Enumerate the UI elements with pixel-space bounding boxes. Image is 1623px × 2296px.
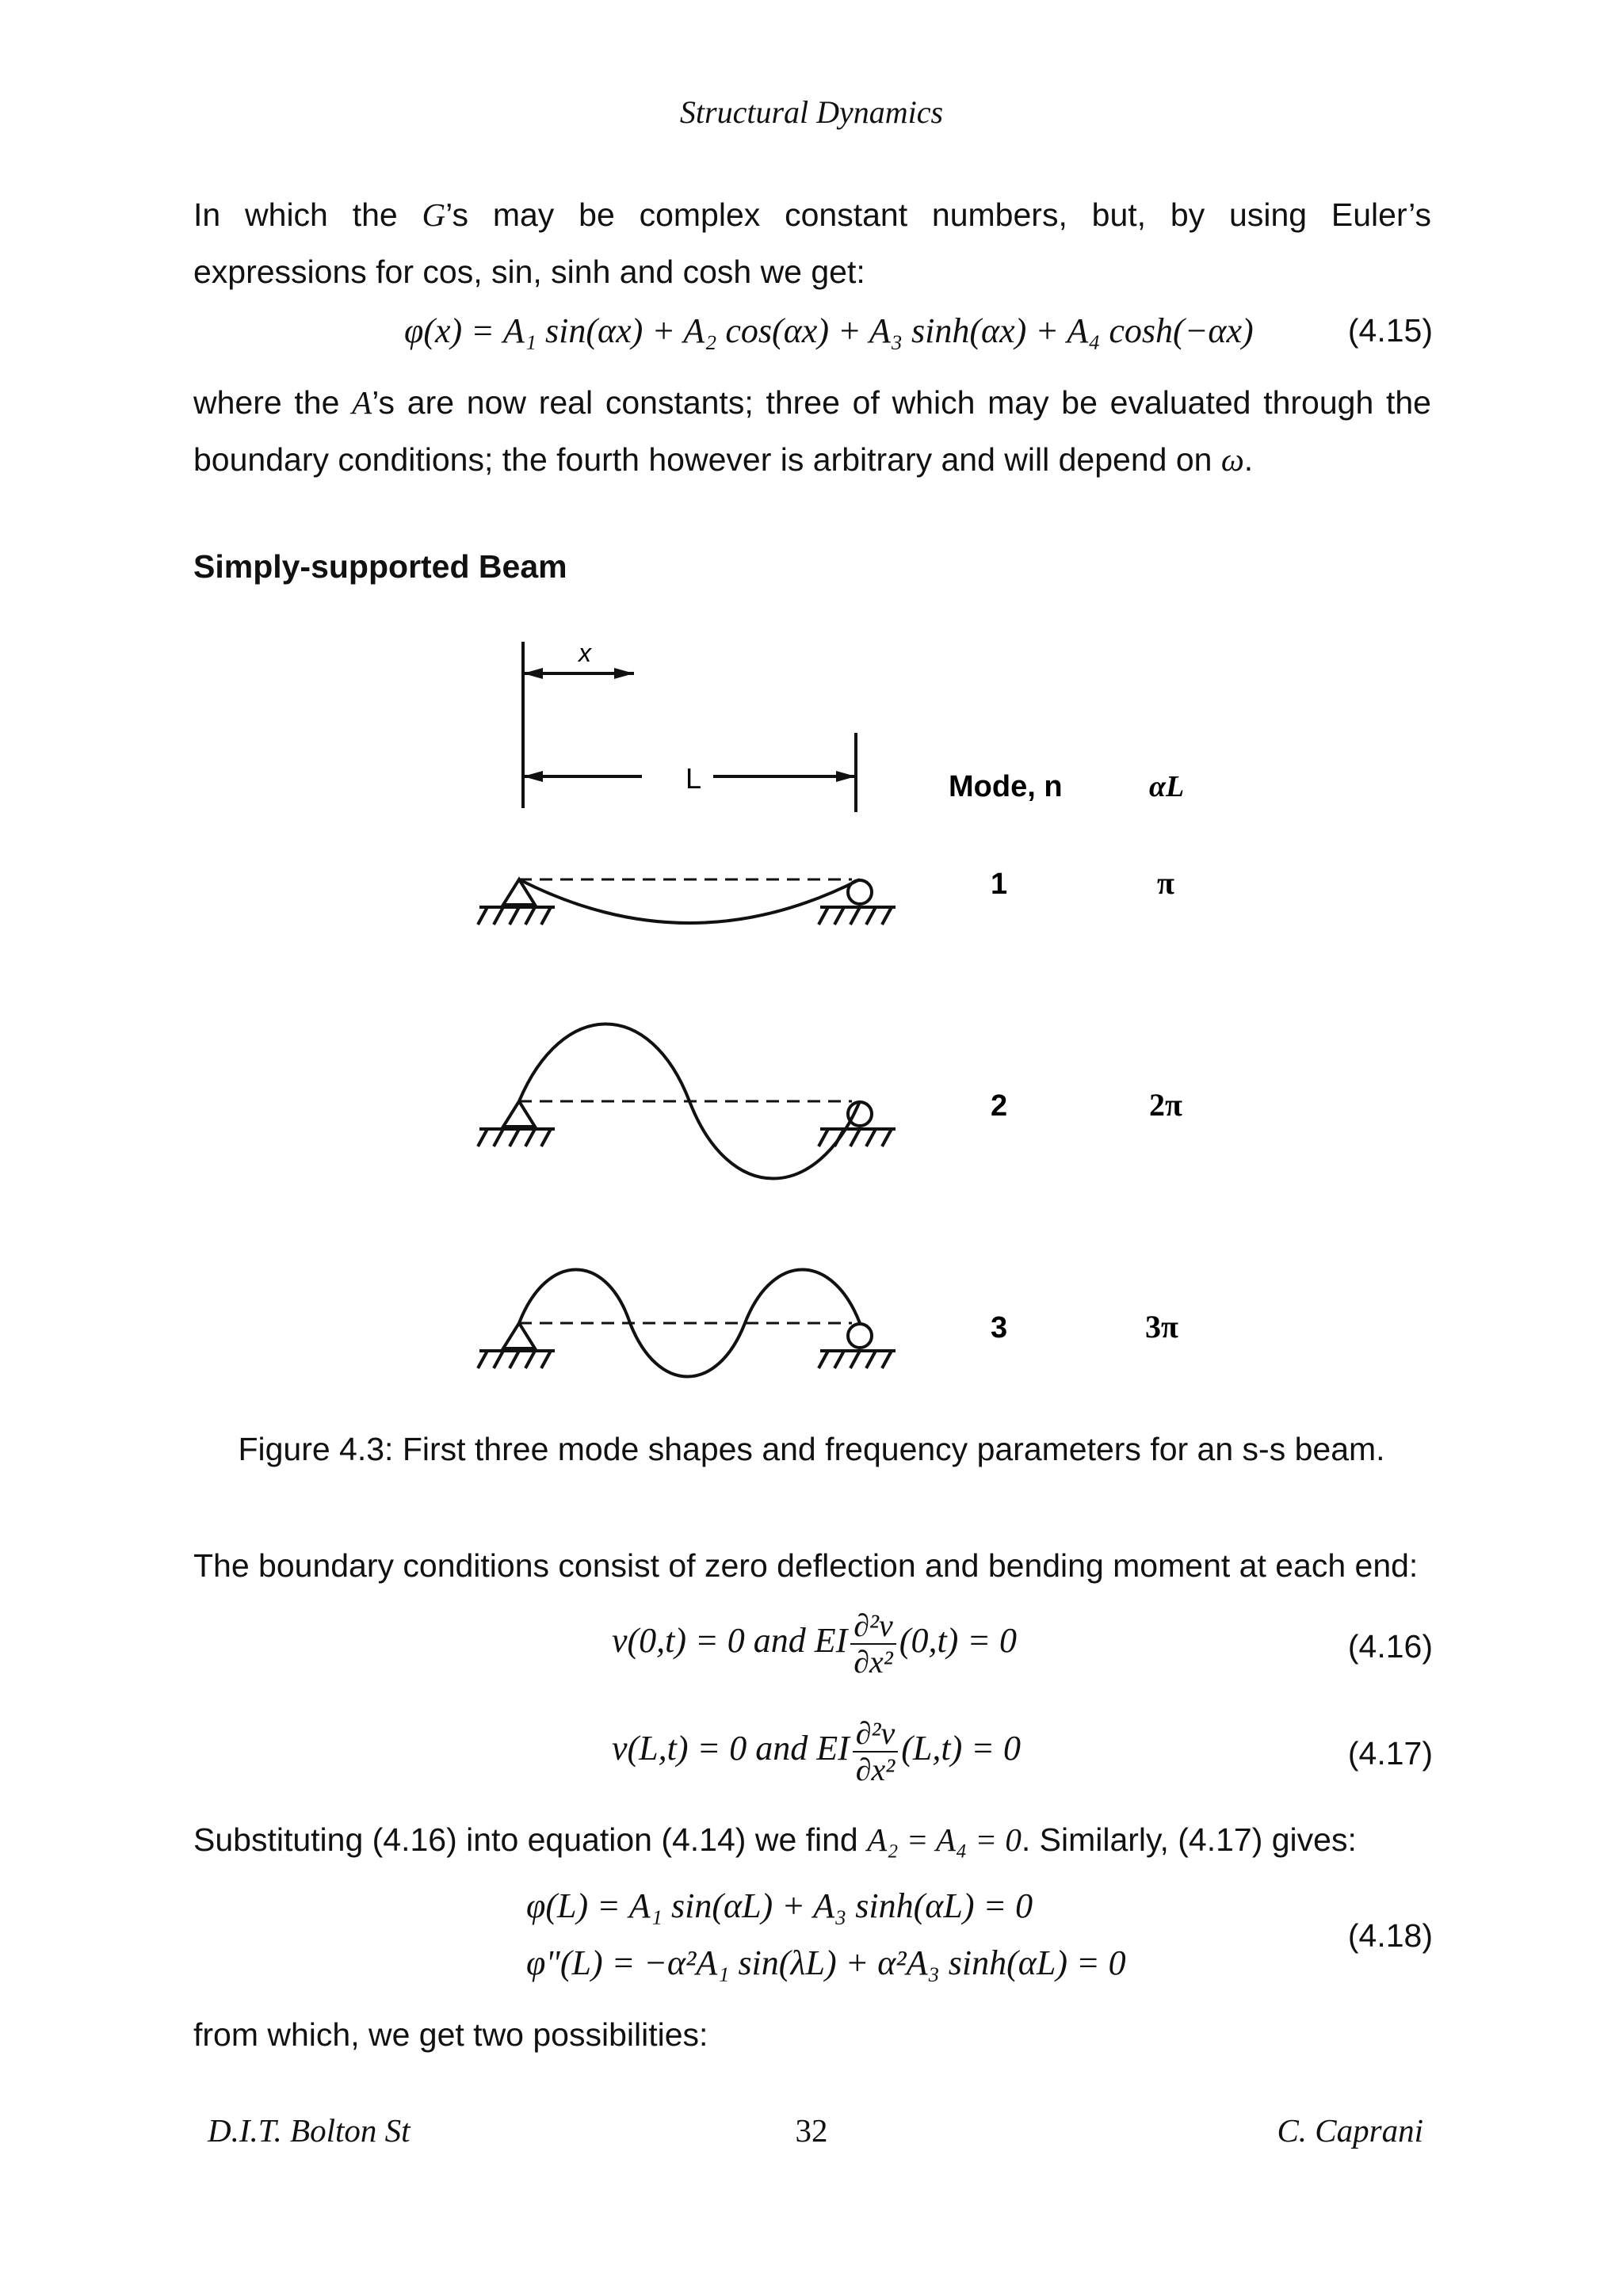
equation-number-4-15: (4.15) — [1347, 312, 1433, 349]
footer-left: D.I.T. Bolton St — [208, 2112, 411, 2149]
equation-lhs: v(0,t) = 0 and EI — [612, 1621, 848, 1661]
paragraph-constants-line2 — [193, 431, 1431, 488]
ground-hatch — [478, 1129, 551, 1146]
mode-3-number: 3 — [991, 1311, 1008, 1344]
roller-support — [848, 1324, 872, 1348]
arrowhead — [523, 668, 543, 679]
equation-4-18-line1: φ(L) = A₁ sin(αL) + A₃ sinh(αL) = 0 — [526, 1886, 1033, 1925]
ground-hatch — [478, 907, 551, 925]
equation-fraction — [850, 1610, 896, 1678]
text-run: where the — [193, 384, 353, 421]
figure-caption: Figure 4.3: First three mode shapes and frequency parameters for an s-s beam. — [238, 1431, 1385, 1467]
mode-1-number: 1 — [991, 868, 1008, 901]
equation-number-4-18: (4.18) — [1347, 1917, 1433, 1954]
inline-equation: A₂ = A₄ = 0 — [867, 1821, 1022, 1858]
mode-1-alphaL: π — [1157, 865, 1174, 901]
equation-4-18-line2: φ"(L) = −α²A₁ sin(λL) + α²A₃ sinh(αL) = 0 — [526, 1943, 1126, 1982]
paragraph-boundary-conditions: The boundary conditions consist of zero deflection and bending moment at each end: — [193, 1547, 1419, 1584]
mode-2-beam — [478, 1024, 896, 1179]
math-symbol-omega: ω — [1220, 441, 1244, 478]
text-run: Substituting (4.16) into equation (4.14) we find — [193, 1821, 868, 1858]
math-symbol-G: G — [422, 196, 446, 233]
equation-fraction — [853, 1715, 899, 1787]
equation-lhs: v(L,t) = 0 and EI — [612, 1729, 850, 1768]
dimension-x-label: x — [579, 639, 591, 667]
paragraph-possibilities: from which, we get two possibilities: — [193, 2016, 708, 2053]
equation-rhs: (L,t) = 0 — [901, 1729, 1021, 1768]
mode-1-beam — [478, 879, 896, 925]
mode-1-shape — [519, 879, 860, 923]
column-heading-alphaL: αL — [1149, 770, 1185, 803]
mode-3-alphaL: 3π — [1145, 1309, 1178, 1344]
page-number: 32 — [795, 2112, 828, 2149]
equation-number-4-17: (4.17) — [1347, 1735, 1433, 1772]
text-run: ’s are now real constants; three of which may be evaluated through the — [372, 384, 1431, 421]
math-symbol-A: A — [352, 384, 372, 421]
roller-support — [848, 1102, 872, 1126]
mode-shapes-figure — [460, 626, 1252, 1402]
paragraph-intro-line1 — [193, 186, 1431, 243]
text-run: ’s may be complex constant numbers, but, by using Euler’s — [445, 196, 1431, 233]
fraction-numerator: ∂²v — [850, 1610, 896, 1645]
fraction-denominator: ∂x² — [854, 1644, 893, 1680]
arrowhead — [614, 668, 634, 679]
arrowhead — [836, 771, 856, 782]
pin-support — [503, 1323, 535, 1348]
ground-hatch — [478, 1351, 551, 1368]
mode-2-number: 2 — [991, 1089, 1008, 1123]
ground-hatch — [819, 1351, 892, 1368]
equation-4-15: φ(x) = A₁ sin(αx) + A₂ cos(αx) + A₃ sinh(αx) + A₄ cosh(−αx) — [404, 311, 1254, 350]
fraction-numerator: ∂²v — [853, 1718, 899, 1753]
equation-rhs: (0,t) = 0 — [899, 1621, 1018, 1661]
column-heading-mode: Mode, n — [949, 770, 1063, 803]
dimension-L-label: L — [685, 762, 702, 795]
paragraph-constants-line1 — [193, 374, 1431, 431]
text-run: . Similarly, (4.17) gives: — [1021, 1821, 1357, 1858]
mode-3-beam — [478, 1270, 896, 1377]
mode-2-alphaL: 2π — [1149, 1087, 1182, 1123]
ground-hatch — [819, 907, 892, 925]
equation-number-4-16: (4.16) — [1347, 1628, 1433, 1665]
equation-4-16 — [612, 1610, 1017, 1678]
ground-hatch — [819, 1129, 892, 1146]
section-heading: Simply-supported Beam — [193, 548, 567, 585]
pin-support — [503, 1101, 535, 1127]
arrowhead — [523, 771, 543, 782]
footer-right: C. Caprani — [1277, 2112, 1423, 2149]
equation-4-17 — [612, 1715, 1021, 1787]
text-run: In which the — [193, 196, 422, 233]
fraction-denominator: ∂x² — [855, 1752, 896, 1787]
text-run: boundary conditions; the fourth however is arbitrary and will depend on — [193, 441, 1221, 478]
text-run: . — [1243, 441, 1254, 478]
paragraph-substituting — [193, 1811, 1431, 1868]
running-header: Structural Dynamics — [679, 94, 944, 130]
paragraph-intro-line2: expressions for cos, sin, sinh and cosh we get: — [193, 254, 865, 290]
